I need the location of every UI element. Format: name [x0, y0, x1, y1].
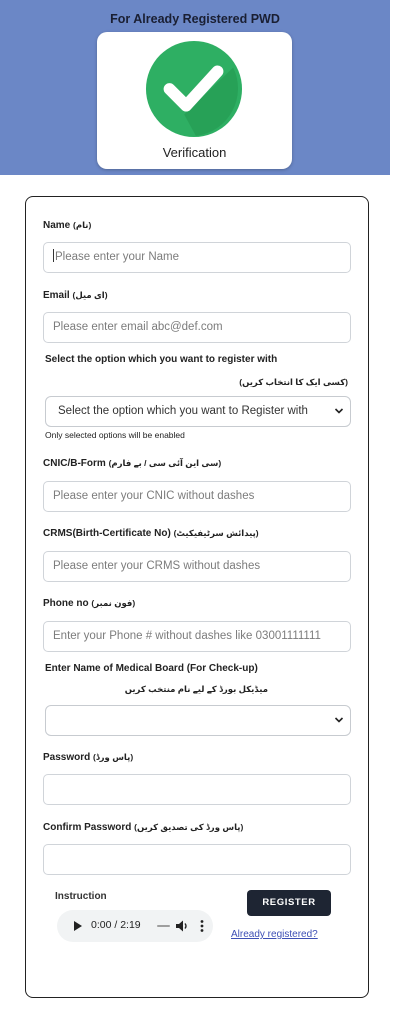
- registration-form: [25, 196, 369, 998]
- verification-label: Verification: [162, 145, 227, 160]
- crms-input[interactable]: Please enter your CRMS without dashes: [43, 551, 351, 582]
- medical-board-select[interactable]: [45, 705, 351, 736]
- already-registered-link[interactable]: Already registered?: [231, 929, 318, 940]
- password-input[interactable]: [43, 774, 351, 805]
- check-circle-icon: [145, 40, 243, 138]
- crms-label: CRMS(Birth-Certificate No) (پیدائش سرٹیفیکیٹ): [43, 528, 259, 539]
- chevron-down-icon: [334, 715, 344, 725]
- play-icon[interactable]: [74, 921, 82, 931]
- register-option-label: Select the option which you want to register with: [45, 354, 278, 365]
- medical-board-label: Enter Name of Medical Board (For Check-up): [45, 663, 258, 674]
- email-input[interactable]: Please enter email abc@def.com: [43, 312, 351, 343]
- volume-icon[interactable]: [175, 919, 189, 933]
- phone-input[interactable]: Enter your Phone # without dashes like 03001111111: [43, 621, 351, 652]
- cnic-label: CNIC/B-Form (سی این آئی سی / بے فارم): [43, 458, 222, 469]
- register-button[interactable]: REGISTER: [247, 890, 331, 916]
- chevron-down-icon: [334, 406, 344, 416]
- more-options-icon[interactable]: [199, 919, 205, 933]
- instruction-audio-player[interactable]: [57, 910, 213, 942]
- verification-card: [97, 32, 292, 169]
- medical-board-label-urdu: میڈیکل بورڈ کے لیے نام منتخب کریں: [124, 684, 268, 694]
- confirm-password-input[interactable]: [43, 844, 351, 875]
- phone-label: Phone no (فون نمبر): [43, 598, 136, 609]
- register-option-select[interactable]: Select the option which you want to Register with: [45, 396, 351, 427]
- email-label: Email (ای میل): [43, 290, 108, 301]
- audio-time: 0:00 / 2:19: [91, 919, 141, 931]
- confirm-password-label: Confirm Password (پاس ورڈ کی تصدیق کریں): [43, 822, 244, 833]
- name-input[interactable]: Please enter your Name: [43, 242, 351, 273]
- verification-banner: [0, 0, 390, 175]
- banner-title: For Already Registered PWD: [110, 12, 280, 26]
- register-option-label-urdu: (کسی ایک کا انتخاب کریں): [239, 377, 348, 387]
- cnic-input[interactable]: Please enter your CNIC without dashes: [43, 481, 351, 512]
- register-option-hint: Only selected options will be enabled: [45, 430, 185, 440]
- password-label: Password (پاس ورڈ): [43, 752, 134, 763]
- audio-progress-track[interactable]: [157, 925, 170, 927]
- name-label: Name (نام): [43, 220, 92, 231]
- instruction-label: Instruction: [55, 891, 107, 902]
